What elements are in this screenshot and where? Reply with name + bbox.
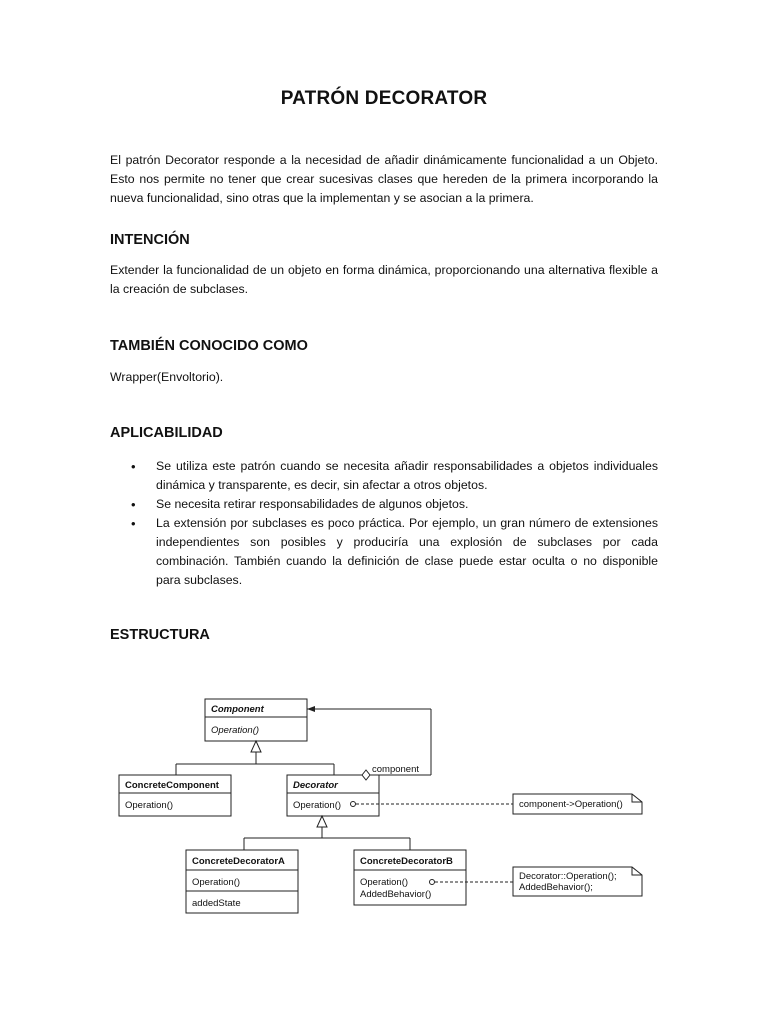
class-concrete-decorator-a bbox=[186, 850, 298, 913]
list-item bbox=[110, 514, 658, 590]
association-label: component bbox=[372, 764, 420, 775]
inheritance-arrow bbox=[251, 741, 261, 752]
bullet-icon: • bbox=[131, 459, 136, 474]
conocido-paragraph: Wrapper(Envoltorio). bbox=[110, 370, 224, 384]
heading-estructura: ESTRUCTURA bbox=[110, 627, 210, 643]
class-component-name: Component bbox=[211, 704, 264, 715]
association-arrow bbox=[307, 706, 315, 712]
class-decorator-b-op: Operation() bbox=[360, 877, 409, 888]
heading-conocido: TAMBIÉN CONOCIDO COMO bbox=[110, 338, 308, 354]
class-decorator-b-name: ConcreteDecoratorB bbox=[360, 856, 453, 867]
bullet-icon: • bbox=[131, 516, 136, 531]
inheritance-arrow-decorator bbox=[317, 816, 327, 827]
class-decorator-op: Operation() bbox=[293, 800, 342, 811]
note-component-text: component->Operation() bbox=[519, 799, 623, 810]
class-concrete-component bbox=[119, 775, 231, 816]
page-title: PATRÓN DECORATOR bbox=[280, 88, 488, 109]
heading-intencion: INTENCIÓN bbox=[110, 232, 190, 248]
class-decorator-name: Decorator bbox=[293, 780, 338, 791]
list-item-text: Se necesita retirar responsabilidades de algunos objetos. bbox=[156, 497, 469, 511]
uml-class-diagram bbox=[110, 690, 650, 915]
note-decorator-line2: AddedBehavior(); bbox=[519, 882, 593, 893]
class-concrete-decorator-b bbox=[354, 850, 466, 905]
list-item-text: La extensión por subclases es poco práctica. Por ejemplo, un gran número de extensiones independientes son posibles y produciría una explosión de subclases por cada combinación. También cuando la definición de clase puede estar oculta o no disponible para subclases. bbox=[156, 516, 658, 587]
class-component-op: Operation() bbox=[211, 725, 260, 736]
class-concrete-component-op: Operation() bbox=[125, 800, 174, 811]
class-decorator bbox=[287, 775, 379, 816]
class-decorator-a-state: addedState bbox=[192, 898, 241, 909]
intencion-paragraph: Extender la funcionalidad de un objeto en forma dinámica, proporcionando una alternativa flexible a la creación de subclases. bbox=[110, 263, 658, 296]
aplicabilidad-list bbox=[110, 457, 658, 590]
list-item bbox=[110, 457, 658, 495]
class-component bbox=[205, 699, 307, 741]
note-decorator-operation bbox=[513, 867, 642, 896]
class-decorator-a-name: ConcreteDecoratorA bbox=[192, 856, 285, 867]
list-item bbox=[110, 495, 658, 514]
list-item-text: Se utiliza este patrón cuando se necesita añadir responsabilidades a objetos individuales dinámica y transparente, es decir, sin afectar a otros objetos. bbox=[156, 459, 658, 492]
intro-paragraph: El patrón Decorator responde a la necesidad de añadir dinámicamente funcionalidad a un Objeto. Esto nos permite no tener que crear sucesivas clases que hereden de la primera incorporando la nueva funcionalidad, sino otras que la implementan y se asocian a la primera. bbox=[110, 153, 658, 205]
heading-aplicabilidad: APLICABILIDAD bbox=[110, 425, 223, 441]
class-decorator-a-op: Operation() bbox=[192, 877, 241, 888]
uml-svg bbox=[110, 690, 650, 915]
class-concrete-component-name: ConcreteComponent bbox=[125, 780, 219, 791]
class-decorator-b-behavior: AddedBehavior() bbox=[360, 889, 432, 900]
note-decorator-line1: Decorator::Operation(); bbox=[519, 871, 617, 882]
note-component-operation bbox=[513, 794, 642, 814]
bullet-icon: • bbox=[131, 497, 136, 512]
